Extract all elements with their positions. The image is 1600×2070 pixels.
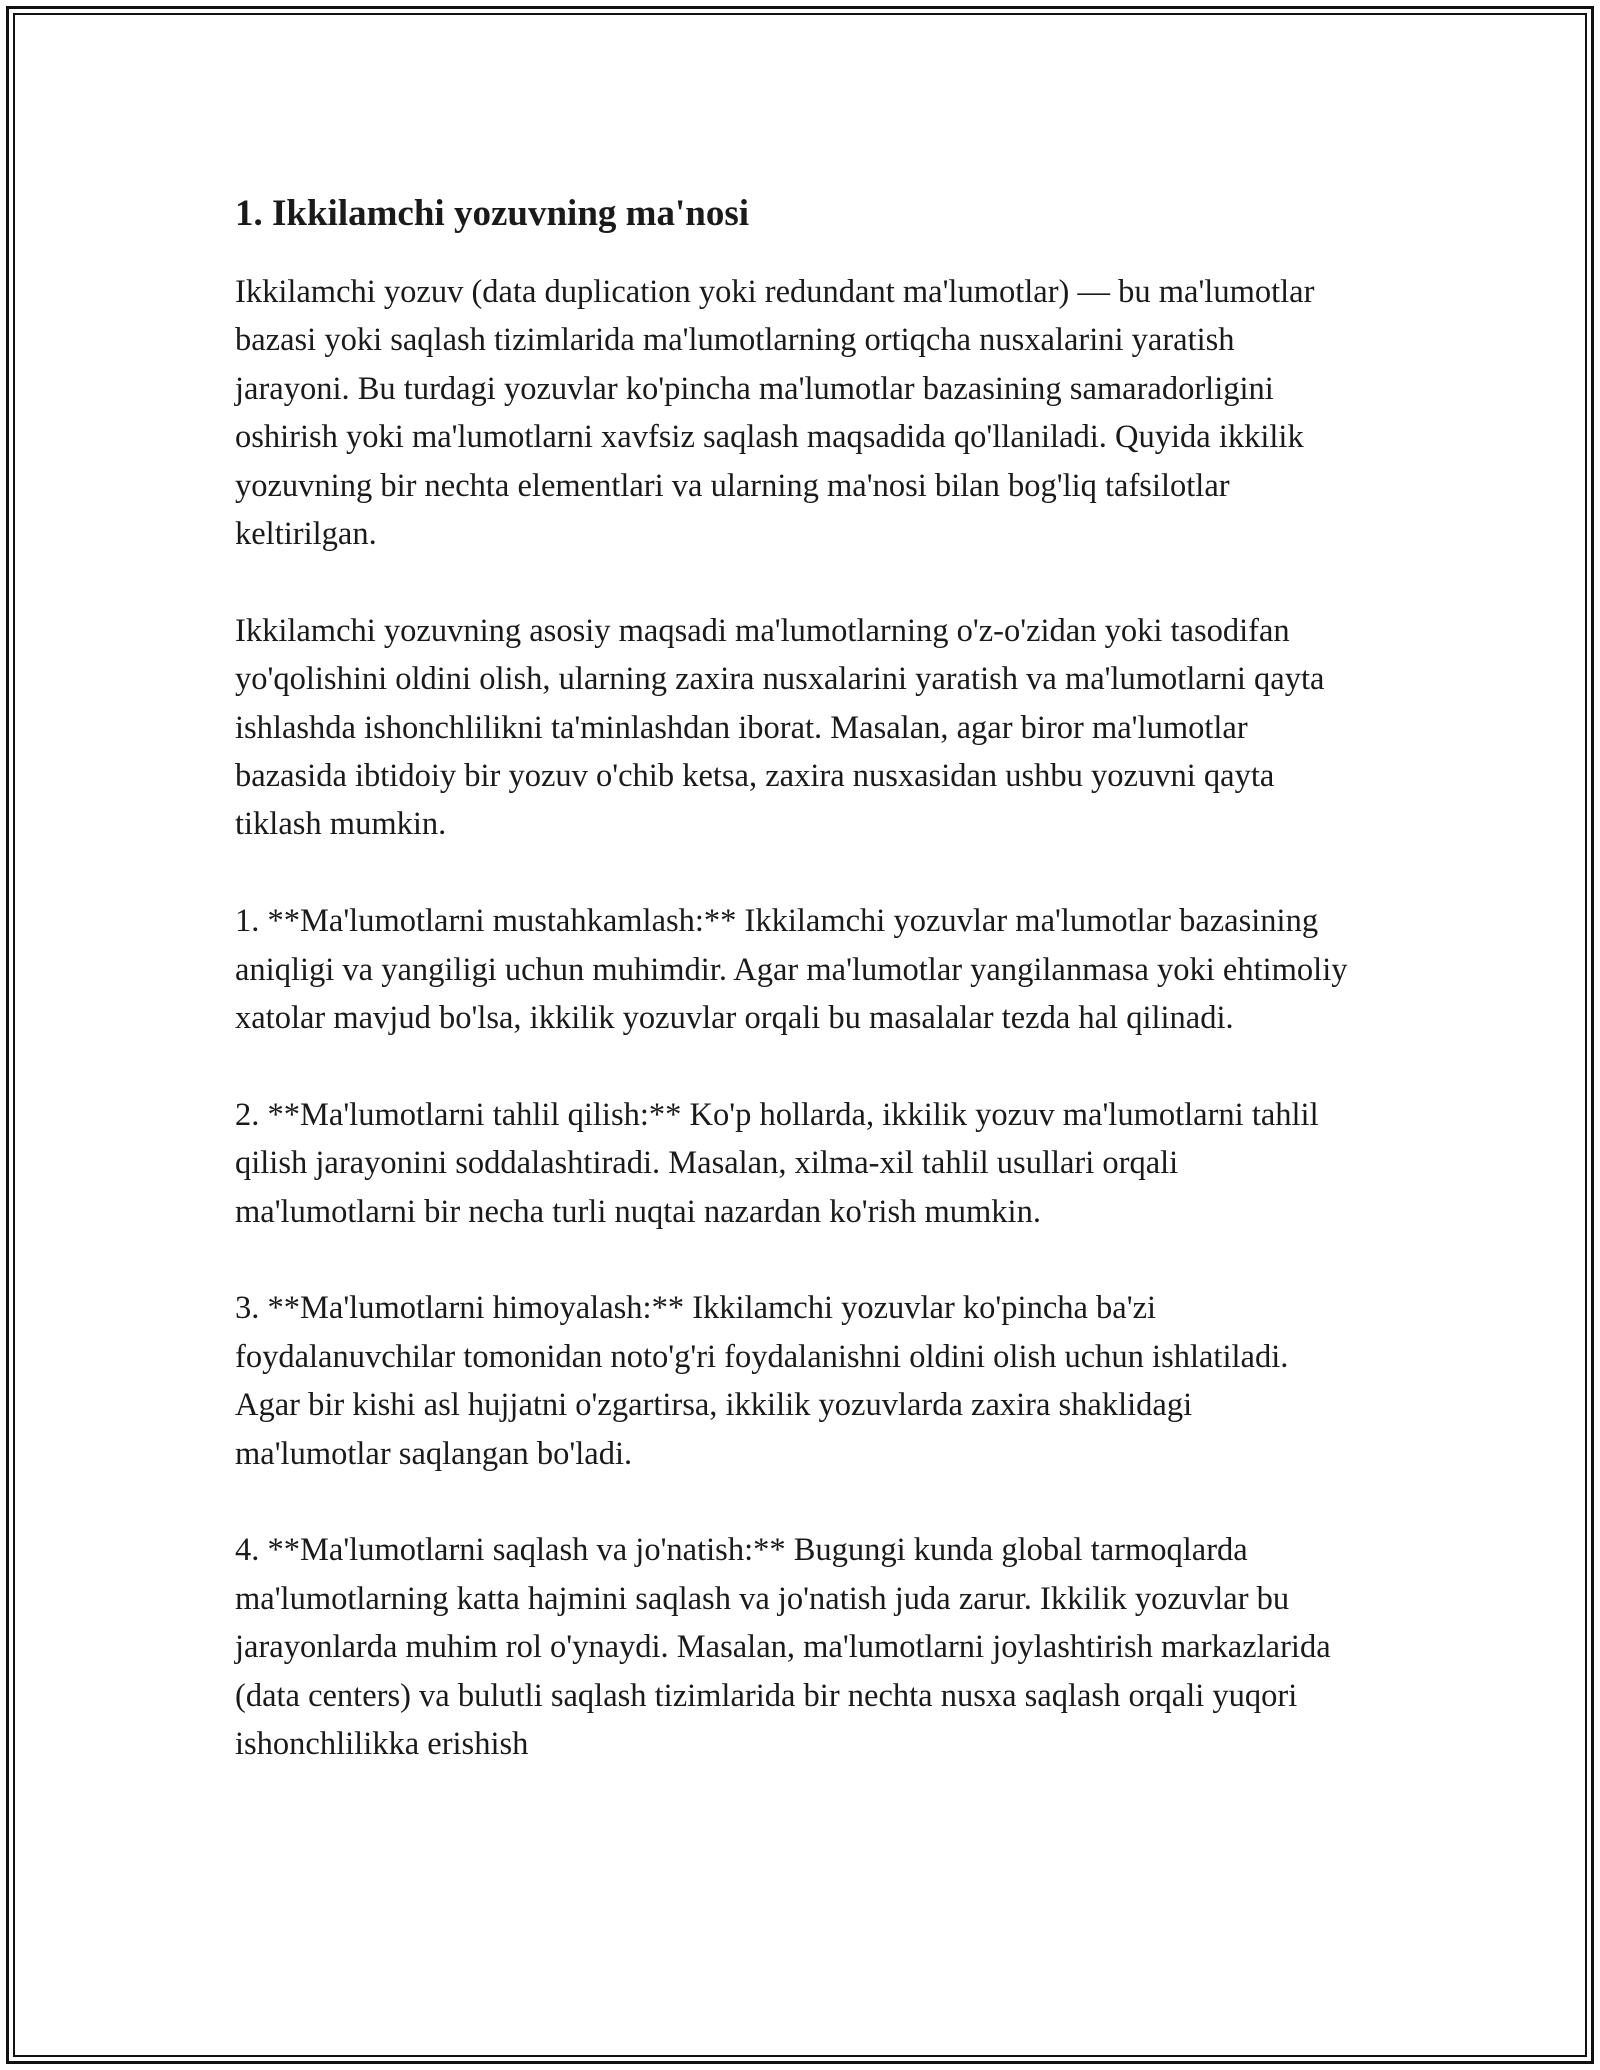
paragraph-purpose: Ikkilamchi yozuvning asosiy maqsadi ma'lumotlarning o'z-o'zidan yoki tasodifan yo'qolishini oldini olish, ularning zaxira nusxalarini yaratish va ma'lumotlarni qayta ishlashda ishonchlilikni ta'minlashdan iborat. Masalan, agar biror ma'lumotlar bazasida ibtidoiy bir yozuv o'chib ketsa, zaxira nusxasidan ushbu yozuvni qayta tiklash mumkin. — [235, 612, 1325, 843]
document-body — [235, 182, 1355, 1817]
list-item-analysis: 2. **Ma'lumotlarni tahlil qilish:** Ko'p hollarda, ikkilik yozuv ma'lumotlarni tahlil qilish jarayonini soddalashtiradi. Masalan, xilma-xil tahlil usullari orqali ma'lumotlarni bir necha turli nuqtai nazardan ko'rish mumkin. — [235, 1096, 1319, 1230]
section-heading: 1. Ikkilamchi yozuvning ma'nosi — [235, 193, 750, 234]
paragraph-intro: Ikkilamchi yozuv (data duplication yoki redundant ma'lumotlar) — bu ma'lumotlar bazasi yoki saqlash tizimlarida ma'lumotlarning ortiqcha nusxalarini yaratish jarayoni. Bu turdagi yozuvlar ko'pincha ma'lumotlar bazasining samaradorligini oshirish yoki ma'lumotlarni xavfsiz saqlash maqsadida qo'llaniladi. Quyida ikkilik yozuvning bir nechta elementlari va ularning ma'nosi bilan bog'liq tafsilotlar keltirilgan. — [235, 274, 1315, 553]
list-item-storage: 4. **Ma'lumotlarni saqlash va jo'natish:** Bugungi kunda global tarmoqlarda ma'lumotlarning katta hajmini saqlash va jo'natish juda zarur. Ikkilik yozuvlar bu jarayonlarda muhim rol o'ynaydi. Masalan, ma'lumotlarni joylashtirish markazlarida (data centers) va bulutli saqlash tizimlarida bir nechta nusxa saqlash orqali yuqori ishonchlilikka erishish — [235, 1532, 1331, 1763]
list-item-strengthening: 1. **Ma'lumotlarni mustahkamlash:** Ikkilamchi yozuvlar ma'lumotlar bazasining aniqligi va yangiligi uchun muhimdir. Agar ma'lumotlar yangilanmasa yoki ehtimoliy xatolar mavjud bo'lsa, ikkilik yozuvlar orqali bu masalalar tezda hal qilinadi. — [235, 903, 1348, 1037]
list-item-protection: 3. **Ma'lumotlarni himoyalash:** Ikkilamchi yozuvlar ko'pincha ba'zi foydalanuvchilar tomonidan noto'g'ri foydalanishni oldini olish uchun ishlatiladi. Agar bir kishi asl hujjatni o'zgartirsa, ikkilik yozuvlarda zaxira shaklidagi ma'lumotlar saqlangan bo'ladi. — [235, 1290, 1289, 1472]
